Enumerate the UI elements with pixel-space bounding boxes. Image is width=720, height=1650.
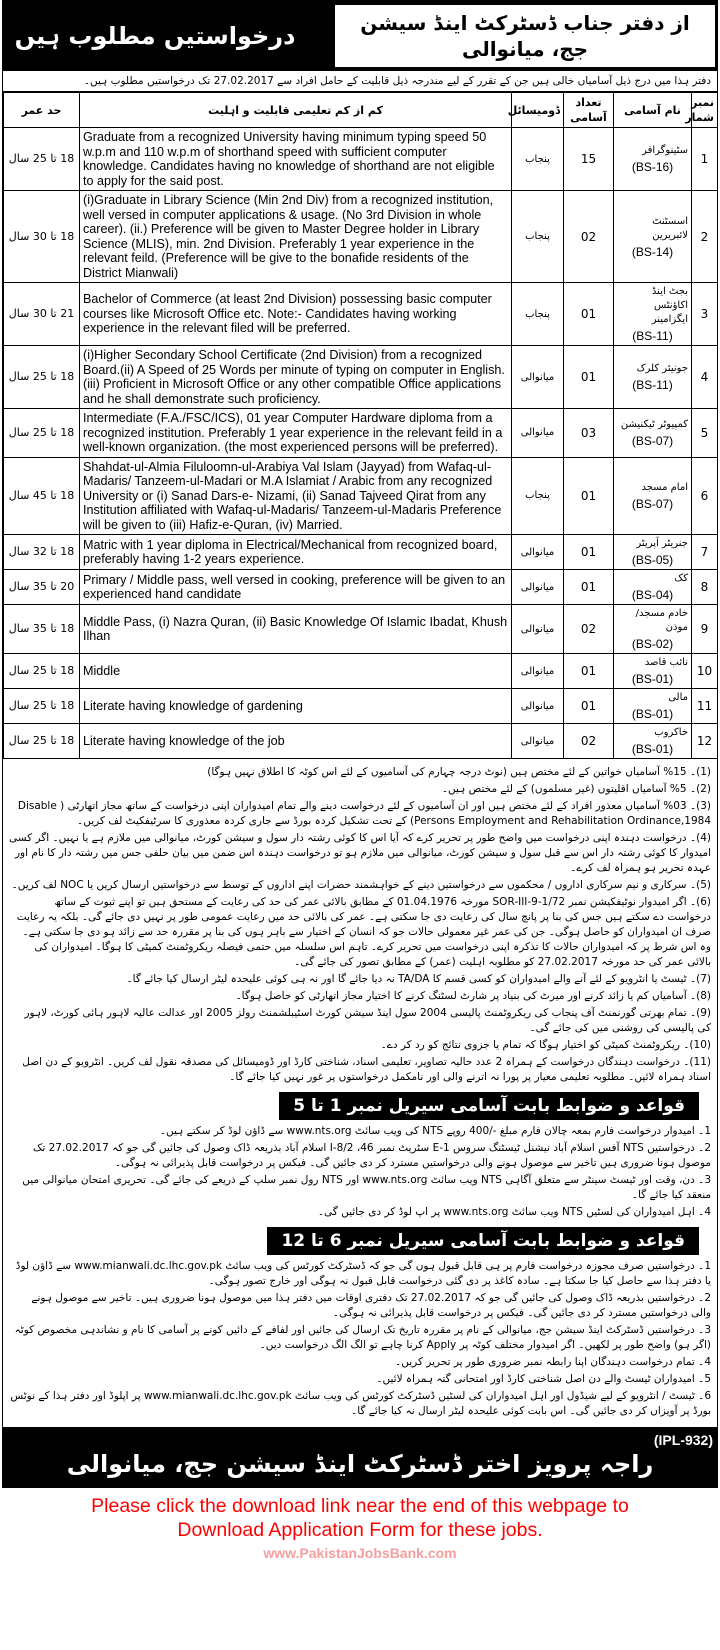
note-item: (9)۔ تمام بھرتی گورنمنٹ آف پنجاب کی ریکروٹمنٹ پالیسی 2004 سول اینڈ سیشن کورٹ اسٹیبلشمنٹ رولز 2005 اور عدالت عالیہ لاہور ہائی کورٹ، لاہور کی پالیسی کی روشنی میں کی جائے گی۔ — [24, 1007, 711, 1034]
section1-item: 1۔ امیدوار درخواست فارم بمعہ چالان فارم مبلغ -/400 روپے NTS کی ویب سائٹ www.nts.org سے ڈاؤن لوڈ کر سکتے ہیں۔ — [159, 1125, 711, 1137]
post-name-cell — [614, 128, 692, 191]
table-row — [4, 128, 718, 191]
table-row — [4, 409, 718, 458]
note-item: (2)۔ 5% آسامیاں اقلیتوں (غیر مسلموں) کے لئے مختص ہیں۔ — [441, 783, 711, 795]
header-serial: نمبر شمار — [692, 93, 718, 128]
section2-item: 1۔ درخواستیں صرف مجوزہ درخواست فارم پر ہی قابل قبول ہوں گی جو کہ ڈسٹرکٹ کورٹس کی ویب سائٹ www.mianwali.dc.lhc.gov.pk سے ڈاؤن لوڈ یا دفتر ہذا سے حاصل کیا جا سکتا ہے۔ سادہ کاغذ پر دی گئی درخواست قابل قبول نہ ہوگی اور خارج تصور ہوگی۔ — [15, 1260, 711, 1287]
qualification-cell: Middle — [80, 654, 512, 689]
job-advertisement — [2, 0, 718, 1488]
domicile-cell: پنجاب — [512, 457, 564, 535]
post-name: نائب قاصد — [644, 657, 688, 668]
serial-cell: 7 — [692, 535, 718, 570]
note-item: (6)۔ اگر امیدوار نوٹیفکیشن نمبر SOR-III-9-1/72 مورخہ 01.04.1976 کے مطابق بالائی عمر کی حد کی رعایت کے مستحق ہیں تو اپنے ثبوت کے ساتھ درخواست دے سکتے ہیں جس کی بنا پر پانچ سال کی رعایت دی جا سکتی ہے۔ عمر کی بالائی حد میں رعایت عمومی طور پر نہیں دی جائے گی۔ بلکہ یہ رعایت صرف ان امیدواران کو حاصل ہوگی۔ جن کی عمر غیر معمولی حالات جو کہ انسان کے اختیار سے باہر ہوں کی بنا پر مقررہ حد سے زائد ہو دی جا سکتی ہے۔ وہ اس شرط پر کہ امیدواران حالات کا تذکرہ اپنی درخواست میں تحریر کرے۔ تاہم اس سلسلہ میں حتمی فیصلہ ریکروٹمنٹ کمیٹی کا ہوگا۔ امیدواران کی بالائی عمر کی حد مورخہ 27.02.2017 کو مطلوبہ اہلیت (عمر) کے مطابق تصور کی جائے گی۔ — [16, 896, 711, 968]
section-heading-1-5: قواعد و ضوابط بابت آسامی سیریل نمبر 1 تا 5 — [279, 1092, 699, 1120]
post-name-cell — [614, 654, 692, 689]
note-item: (10)۔ ریکروٹمنٹ کمیٹی کو اختیار ہوگا کہ تمام یا جزوی نتائج کو رد کر دے۔ — [380, 1039, 711, 1051]
post-name: جونیئر کلرک — [636, 363, 688, 374]
header-count: تعداد آسامی — [564, 93, 614, 128]
table-row — [4, 605, 718, 654]
pay-scale: (BS-01) — [631, 742, 674, 756]
note-item: (3)۔ 03% آسامیاں معذور افراد کے لئے مختص ہیں اور ان آسامیوں کے لئے درخواست دینے والے تمام امیدواران اپنی درخواست کے ساتھ مجاز اتھارٹی ( Disable Persons Employment and Rehabilitation Ordinance,1984) کے تحت تشکیل کردہ بورڈ سے جاری کردہ معذوری کا سرٹیفکیٹ لف کریں۔ — [17, 800, 711, 827]
serial-cell: 3 — [692, 283, 718, 346]
watermark: www.PakistanJobsBank.com — [263, 1545, 457, 1561]
ad-reference: (IPL-932) — [653, 1432, 713, 1448]
section2-item: 2۔ درخواستیں بذریعہ ڈاک وصول کی جائیں گی جو کہ 27.02.2017 تک دفتری اوقات میں دفتر ہذا میں موصول ہونا ضروری ہیں۔ تاخیر سے موصول ہونے والی درخواستیں مسترد کر دی جائیں گی۔ فیکس پر درخواست قابل پذیرائی نہ ہوگی۔ — [31, 1292, 711, 1319]
note-item: (4)۔ درخواست دہندہ اپنی درخواست میں واضح طور پر تحریر کرے کہ آیا اس کا کوئی رشتہ دار سول و سیشن کورٹ، میانوالی میں ملازم ہے یا نہیں۔ اگر کسی امیدوار کا کوئی رشتہ دار اس سے قبل سول و سیشن کورٹ، میانوالی میں ملازم ہو تو درخواست دہندہ اس ضمن میں بیان حلفی جس میں رشتہ دار کا نام اور عہدہ تحریر ہو ہمراہ لف کرے۔ — [8, 832, 711, 874]
domicile-cell: پنجاب — [512, 283, 564, 346]
pay-scale: (BS-07) — [631, 433, 674, 448]
table-header-row — [4, 93, 718, 128]
table-row — [4, 724, 718, 759]
section1-item: 3۔ دن، وقت اور ٹیسٹ سینٹر سے متعلق آگاہی NTS ویب سائٹ www.nts.org اور NTS رول نمبر سلپ کے ذریعے کی جائے گی۔ تحریری امتحان میانوالی میں منعقد کیا جائے گا۔ — [22, 1174, 711, 1201]
section-heading-6-12: قواعد و ضوابط بابت آسامی سیریل نمبر 6 تا 12 — [267, 1227, 699, 1255]
post-count-cell: 02 — [564, 724, 614, 759]
table-row — [4, 654, 718, 689]
ad-subtitle: درخواستیں مطلوب ہیں — [14, 22, 296, 50]
post-name: خادم مسجد/موذن — [635, 608, 688, 633]
domicile-cell: میانوالی — [512, 605, 564, 654]
download-notice-line-1: Please click the download link near the end of this webpage to — [91, 1495, 629, 1517]
notes-section — [3, 759, 717, 1427]
pay-scale: (BS-11) — [632, 329, 673, 343]
post-name: کک — [674, 573, 688, 584]
table-row — [4, 689, 718, 724]
age-limit-cell: 18 تا 25 سال — [4, 346, 80, 409]
table-row — [4, 535, 718, 570]
post-count-cell: 02 — [564, 191, 614, 283]
domicile-cell: میانوالی — [512, 535, 564, 570]
post-name-cell — [614, 346, 692, 409]
qualification-cell: Matric with 1 year diploma in Electrical/Mechanical from recognized board, preferably having 1-2 years experience. — [80, 535, 512, 570]
post-count-cell: 03 — [564, 409, 614, 458]
table-row — [4, 191, 718, 283]
qualification-cell: Primary / Middle pass, well versed in cooking, preference will be given to an experienced hand candidate — [80, 570, 512, 605]
age-limit-cell: 18 تا 25 سال — [4, 689, 80, 724]
post-count-cell: 01 — [564, 283, 614, 346]
age-limit-cell: 18 تا 25 سال — [4, 409, 80, 458]
age-limit-cell: 18 تا 25 سال — [4, 654, 80, 689]
post-name: کمپیوٹر ٹیکنیشن — [620, 418, 688, 430]
post-count-cell: 01 — [564, 535, 614, 570]
pay-scale: (BS-02) — [631, 637, 674, 651]
post-count-cell: 15 — [564, 128, 614, 191]
post-name-cell — [614, 570, 692, 605]
note-item: (11)۔ درخواست دہندگان درخواست کے ہمراہ 2 عدد حالیہ تصاویر، تعلیمی اسناد، شناختی کارڈ اور ڈومیسائل کی مصدقہ نقول لف کریں۔ انٹرویو کے دن اصل اسناد ہمراہ لائیں۔ مطلوبہ تعلیمی معیار پر پورا نہ اترنے والی اور نامکمل درخواستوں پر غور نہیں کیا جائے گا۔ — [22, 1056, 711, 1083]
post-name-cell — [614, 605, 692, 654]
header-post: نام آسامی — [614, 93, 692, 128]
download-notice — [0, 1494, 720, 1542]
pay-scale: (BS-16) — [631, 160, 674, 174]
post-name-cell — [614, 724, 692, 759]
serial-cell: 10 — [692, 654, 718, 689]
domicile-cell: میانوالی — [512, 654, 564, 689]
age-limit-cell: 18 تا 45 سال — [4, 457, 80, 535]
qualification-cell: Middle Pass, (i) Nazra Quran, (ii) Basic Knowledge Of Islamic Ibadat, Khush Ilhan — [80, 605, 512, 654]
serial-cell: 9 — [692, 605, 718, 654]
post-name-cell — [614, 409, 692, 458]
section2-item: 3۔ درخواستیں ڈسٹرکٹ اینڈ سیشن جج، میانوالی کے نام پر مقررہ تاریخ تک ارسال کی جائیں اور لفافے کے دائیں کونے پر آسامی کا نام و نشاندہی مخصوص کوٹہ (اگر ہو) واضح طور پر لکھیں۔ اگر امیدوار مختلف کوٹہ پر Apply کرنا چاہے تو الگ الگ درخواست دیں۔ — [14, 1324, 711, 1351]
header-domicile: ڈومیسائل — [512, 93, 564, 128]
pay-scale: (BS-14) — [631, 244, 674, 259]
serial-cell: 1 — [692, 128, 718, 191]
serial-cell: 5 — [692, 409, 718, 458]
section1-item: 4۔ اہل امیدواران کی لسٹیں NTS ویب سائٹ www.nts.org پر اپ لوڈ کر دی جائیں گی۔ — [317, 1206, 711, 1218]
post-name-cell — [614, 689, 692, 724]
age-limit-cell: 21 تا 30 سال — [4, 283, 80, 346]
domicile-cell: میانوالی — [512, 409, 564, 458]
domicile-cell: پنجاب — [512, 191, 564, 283]
post-name: اسسٹنٹ لائبریرین — [652, 215, 688, 241]
qualification-cell: (i)Graduate in Library Science (Min 2nd Div) from a recognized institution, well versed in computer applications & usage. (No 3rd Division in whole career). (ii.) Preference will be given to Master Degree holder in Library Science (MLIS), min. 2nd Division. Preferably 1 year experience in the relevant feild. (Preference will be give to the bonafide residents of the District Mianwali) — [80, 191, 512, 283]
post-count-cell: 01 — [564, 689, 614, 724]
post-name: خاکروب — [654, 727, 688, 738]
section2-item: 5۔ امیدواران ٹیسٹ والے دن اصل شناختی کارڈ اور امتحانی گتہ ہمراہ لائیں۔ — [376, 1373, 711, 1385]
age-limit-cell: 18 تا 25 سال — [4, 724, 80, 759]
table-row — [4, 570, 718, 605]
post-name: مالی — [668, 692, 688, 703]
post-name-cell — [614, 535, 692, 570]
serial-cell: 11 — [692, 689, 718, 724]
pay-scale: (BS-05) — [631, 553, 674, 567]
post-count-cell: 01 — [564, 570, 614, 605]
qualification-cell: Intermediate (F.A./FSC/ICS), 01 year Computer Hardware diploma from a recognized institution. Preferably 1 year experience in the relevant feild in a well-known organization. (the most experienced persons will be preferred). — [80, 409, 512, 458]
table-row — [4, 457, 718, 535]
post-name: بجٹ اینڈ اکاؤنٹس ایگزامینر — [651, 286, 688, 325]
post-name: سٹینوگرافر — [642, 145, 688, 156]
post-name-cell — [614, 191, 692, 283]
pay-scale: (BS-07) — [631, 496, 674, 511]
section1-item: 2۔ درخواستیں NTS آفس اسلام آباد نیشنل ٹیسٹنگ سروس E-1 سٹریٹ نمبر 46، 8/2-I اسلام آباد بذریعہ ڈاک وصول کی جائیں گی جو کہ 27.02.2017 تک موصول ہونا ضروری ہیں تاخیر سے موصول ہونے والی درخواستیں مسترد کر دی جائیں گی۔ فیکس پر درخواست قابل پذیرائی نہ ہوگی۔ — [32, 1142, 711, 1169]
post-name-cell — [614, 457, 692, 535]
footer-band — [3, 1427, 717, 1487]
pay-scale: (BS-04) — [631, 588, 674, 602]
pay-scale: (BS-01) — [631, 672, 674, 686]
qualification-cell: Shahdat-ul-Almia Filuloomn-ul-Arabiya Val Islam (Jayyad) from Wafaq-ul-Madaris/ Tanzeem-ul-Madari or M.A Islamiat / Arabic from any recognized University or (i) Sanad Dars-e- Nizami, (ii) Sanad Tajveed Qirat from any Institution affiliated with Wafaq-ul-Madaris/ Tanzeem-ul-Madaris Preference will be given to (iii) Hafiz-e-Quran, (iv) Married. — [80, 457, 512, 535]
qualification-cell: Bachelor of Commerce (at least 2nd Division) possessing basic computer courses like Microsoft Office etc. Note:- Candidates having working experience in the relevant filed will be preferred. — [80, 283, 512, 346]
domicile-cell: میانوالی — [512, 724, 564, 759]
post-name: جنریٹر آپریٹر — [636, 538, 688, 549]
domicile-cell: میانوالی — [512, 689, 564, 724]
vacancies-table — [3, 92, 718, 759]
post-count-cell: 01 — [564, 346, 614, 409]
domicile-cell: میانوالی — [512, 346, 564, 409]
ad-title: از دفتر جناب ڈسٹرکٹ اینڈ سیشن جج، میانوالی — [335, 5, 715, 67]
serial-cell: 8 — [692, 570, 718, 605]
age-limit-cell: 18 تا 35 سال — [4, 605, 80, 654]
post-name-cell — [614, 283, 692, 346]
header-band — [3, 1, 717, 71]
header-age: حد عمر — [4, 93, 80, 128]
serial-cell: 2 — [692, 191, 718, 283]
pay-scale: (BS-11) — [632, 378, 673, 392]
age-limit-cell: 20 تا 35 سال — [4, 570, 80, 605]
qualification-cell: Graduate from a recognized University having minimum typing speed 50 w.p.m and 110 w.p.m of shorthand speed with sufficient computer knowledge. Candidates having no knowledge of shorthand are not eligible to apply for the said post. — [80, 128, 512, 191]
table-row — [4, 283, 718, 346]
section2-item: 4۔ تمام درخواست دہندگان اپنا رابطہ نمبر ضروری طور پر تحریر کریں۔ — [395, 1356, 711, 1368]
qualification-cell: Literate having knowledge of the job — [80, 724, 512, 759]
serial-cell: 12 — [692, 724, 718, 759]
signatory: راجہ پرویز اختر ڈسٹرکٹ اینڈ سیشن جج، میانوالی — [66, 1450, 654, 1478]
qualification-cell: (i)Higher Secondary School Certificate (2nd Division) from a recognized Board.(ii) A Speed of 25 Words per minute of typing on computer in English. (iii) Proficient in Microsoft Office or any other compatible Office applications and he shall demonstrate such proficiency. — [80, 346, 512, 409]
note-item: (5)۔ سرکاری و نیم سرکاری اداروں / محکموں سے درخواستیں دینے کے خواہشمند حضرات اپنے اداروں کے توسط سے درخواستیں ارسال کریں یا NOC لف کریں۔ — [11, 879, 711, 891]
serial-cell: 6 — [692, 457, 718, 535]
header-qualification: کم از کم تعلیمی قابلیت و اہلیت — [80, 93, 512, 128]
age-limit-cell: 18 تا 25 سال — [4, 128, 80, 191]
domicile-cell: پنجاب — [512, 128, 564, 191]
pay-scale: (BS-01) — [631, 707, 674, 721]
table-row — [4, 346, 718, 409]
intro-text: دفتر ہذا میں درج ذیل آسامیاں خالی ہیں جن کے تقرر کے لیے مندرجہ ذیل قابلیت کے حامل افراد سے 27.02.2017 تک درخواستیں مطلوب ہیں۔ — [3, 71, 717, 92]
qualification-cell: Literate having knowledge of gardening — [80, 689, 512, 724]
serial-cell: 4 — [692, 346, 718, 409]
note-item: (8)۔ آسامیاں کم یا زائد کرنے اور میرٹ کی بنیاد پر شارٹ لسٹنگ کرنے کا اختیار مجاز اتھارٹی کو حاصل ہوگا۔ — [235, 990, 711, 1002]
download-notice-line-2: Download Application Form for these jobs. — [177, 1519, 543, 1541]
post-count-cell: 01 — [564, 457, 614, 535]
domicile-cell: میانوالی — [512, 570, 564, 605]
section2-item: 6۔ ٹیسٹ / انٹرویو کے لیے شیڈول اور اہل امیدواران کی لسٹیں ڈسٹرکٹ کورٹس کی ویب سائٹ www.mianwali.dc.lhc.gov.pk پر اپلوڈ اور دفتر ہذا کے نوٹس بورڈ پر آویزاں کر دی جائیں گی۔ اس بابت کوئی علیحدہ لیٹر ارسال نہ کیا جائے گا۔ — [10, 1390, 711, 1417]
post-count-cell: 02 — [564, 605, 614, 654]
age-limit-cell: 18 تا 32 سال — [4, 535, 80, 570]
age-limit-cell: 18 تا 30 سال — [4, 191, 80, 283]
post-name: امام مسجد — [641, 481, 688, 493]
note-item: (1)۔ 15% آسامیاں خواتین کے لئے مختص ہیں (نوٹ درجہ چہارم کی آسامیوں کے لئے اس کوٹہ کا اطلاق نہیں ہوگا) — [207, 766, 711, 778]
post-count-cell: 01 — [564, 654, 614, 689]
note-item: (7)۔ ٹیسٹ یا انٹرویو کے لئے آنے والے امیدواران کو کسی قسم کا TA/DA نہ دیا جائے گا اور نہ ہی کوئی علیحدہ لیٹر ارسال کیا جائے گا۔ — [126, 973, 711, 985]
